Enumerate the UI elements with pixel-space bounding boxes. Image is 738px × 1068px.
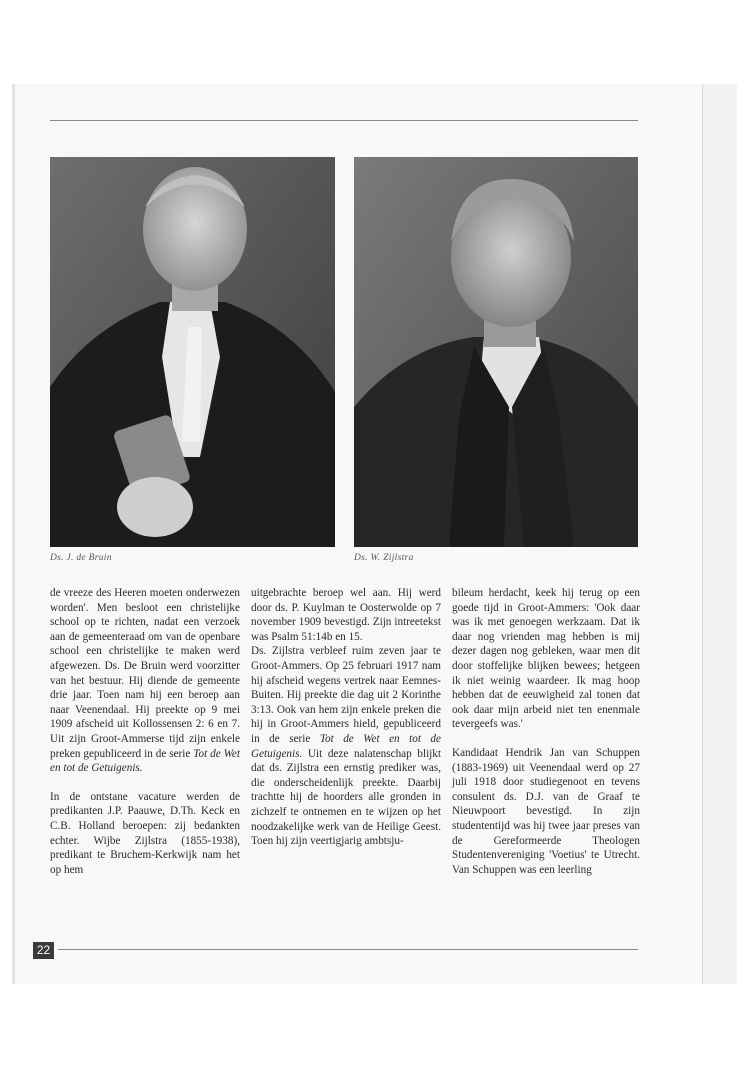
caption-de-bruin: Ds. J. de Bruin [50,553,112,563]
paragraph [251,644,441,848]
page-spine [12,84,15,984]
page-edge [702,84,737,984]
caption-zijlstra: Ds. W. Zijlstra [354,553,414,563]
top-rule [50,120,638,121]
paragraph: Kandidaat Hendrik Jan van Schuppen (1883-1969) uit Veenendaal werd op 27 juli 1918 door studiegenoot en tevens consulent ds. D.J. van de Graaf te Nieuwpoort bevestigd. In zijn studententijd was hij twee jaar preses van de Gereformeerde Theologen Studentenvereniging 'Voetius' te Utrecht. Van Schuppen was een leerling [452,746,640,876]
paragraph-text: Ds. Zijlstra verbleef ruim zeven jaar te Groot-Ammers. Op 25 februari 1917 nam hij afscheid wegens vertrek naar Eemnes-Buiten. Hij preekte die dag uit 2 Korinthe 3:13. Ook van hem zijn enkele preken die hij in Groot-Ammers hield, gepubliceerd in de serie [251,645,441,745]
portrait-zijlstra-image [354,157,638,547]
paragraph [50,586,240,776]
portrait-photo-de-bruin [50,157,335,547]
text-column-3 [452,586,640,877]
series-title: Tot de Wet en tot de Getuigenis. [251,732,441,760]
portrait-photo-zijlstra [354,157,638,547]
paragraph: In de ontstane vacature werden de predikanten J.P. Paauwe, D.Th. Keck en C.B. Holland beroepen: zij bedankten echter. Wijbe Zijlstra (1855-1938), predikant te Bruchem-Kerkwijk nam het op hem [50,790,240,876]
text-column-2 [251,586,441,849]
text-column-1 [50,586,240,877]
bottom-rule [58,949,638,950]
paragraph-text: de vreeze des Heeren moeten onderwezen worden'. Men besloot een christelijke school op te richten, nadat een verzoek aan de gemeenteraad om van de openbare school een christelijke te maken werd afgewezen. Ds. De Bruin werd voorzitter van het bestuur. Hij diende de gemeente drie jaar. Toen nam hij een beroep aan naar Veenendaal. Hij preekte op 9 mei 1909 afscheid uit Kollossensen 2: 6 en 7. Uit zijn Groot-Ammerse tijd zijn enkele preken gepubliceerd in de serie [50,587,240,760]
page-number: 22 [33,942,54,959]
paragraph-text: Uit deze nalatenschap blijkt dat ds. Zijlstra een ernstig prediker was, die onderscheidenlijk preekte. Daarbij trachtte hij de hoorders alle gronden in zichzelf te ontnemen en te wijzen op het noodzakelijke werk van de Heilige Geest. Toen hij zijn veertigjarig ambtsju- [251,747,441,848]
paragraph: bileum herdacht, keek hij terug op een goede tijd in Groot-Ammers: 'Ook daar was ik met genoegen werkzaam. Dat ik daar nog vrienden mag hebben is mij dezer dagen nog gebleken, waar men dit door stoffelijke blijken bewees; hetgeen ik niet weinig waardeer. Ik mag hoop hebben dat de eeuwigheid zal tonen dat ook daar mijn arbeid niet ten enenmale tevergeefs was.' [452,587,640,731]
series-title: Tot de Wet en tot de Getuigenis. [50,747,240,775]
paragraph: uitgebrachte beroep wel aan. Hij werd door ds. P. Kuylman te Oosterwolde op 7 november 1909 bevestigd. Zijn intreetekst was Psalm 51:14b en 15. [251,587,441,643]
portrait-de-bruin-image [50,157,335,547]
